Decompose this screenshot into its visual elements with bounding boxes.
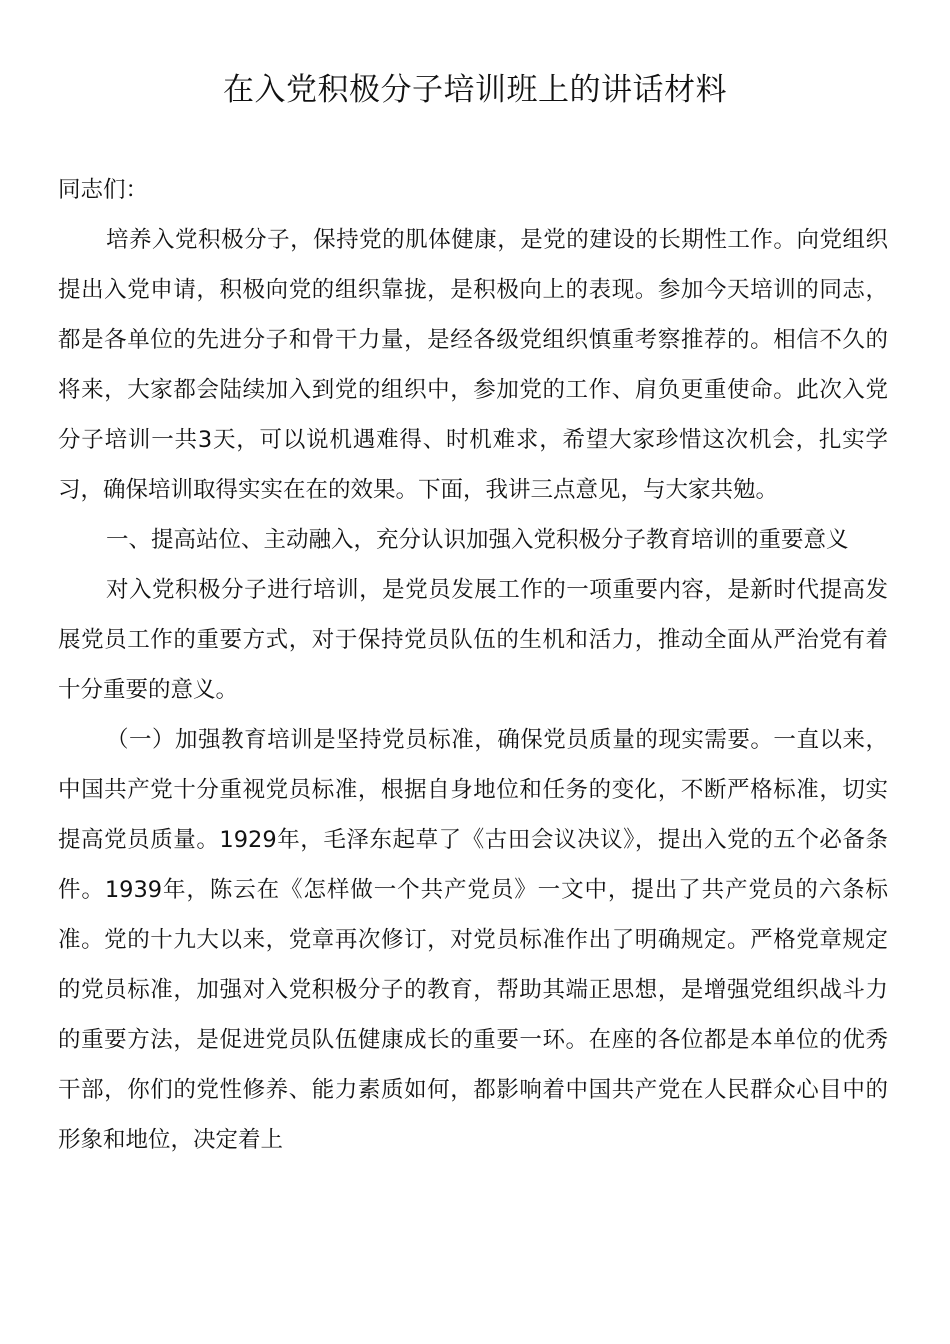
paragraph-subsection-1: （一）加强教育培训是坚持党员标准，确保党员质量的现实需要。一直以来，中国共产党十分重视党员标准，根据自身地位和任务的变化，不断严格标准，切实提高党员质量。1929年，毛泽东起草了《古田会议决议》，提出入党的五个必备条件。1939年，陈云在《怎样做一个共产党员》一文中，提出了共产党员的六条标准。党的十九大以来，党章再次修订，对党员标准作出了明确规定。严格党章规定的党员标准，加强对入党积极分子的教育，帮助其端正思想，是增强党组织战斗力的重要方法，是促进党员队伍健康成长的重要一环。在座的各位都是本单位的优秀干部，你们的党性修养、能力素质如何，都影响着中国共产党在人民群众心目中的形象和地位，决定着上 xyxy=(58,727,888,1153)
document-title: 在入党积极分子培训班上的讲话材料 xyxy=(223,72,727,108)
document-body xyxy=(58,165,888,1165)
paragraph-section-1-intro: 对入党积极分子进行培训，是党员发展工作的一项重要内容，是新时代提高发展党员工作的重要方式，对于保持党员队伍的生机和活力，推动全面从严治党有着十分重要的意义。 xyxy=(58,577,888,703)
section-heading-1: 一、提高站位、主动融入，充分认识加强入党积极分子教育培训的重要意义 xyxy=(106,527,849,553)
salutation: 同志们： xyxy=(58,177,149,203)
paragraph-intro: 培养入党积极分子，保持党的肌体健康，是党的建设的长期性工作。向党组织提出入党申请，积极向党的组织靠拢，是积极向上的表现。参加今天培训的同志，都是各单位的先进分子和骨干力量，是经各级党组织慎重考察推荐的。相信不久的将来，大家都会陆续加入到党的组织中，参加党的工作、肩负更重使命。此次入党分子培训一共3天，可以说机遇难得、时机难求，希望大家珍惜这次机会，扎实学习，确保培训取得实实在在的效果。下面，我讲三点意见，与大家共勉。 xyxy=(58,227,888,503)
